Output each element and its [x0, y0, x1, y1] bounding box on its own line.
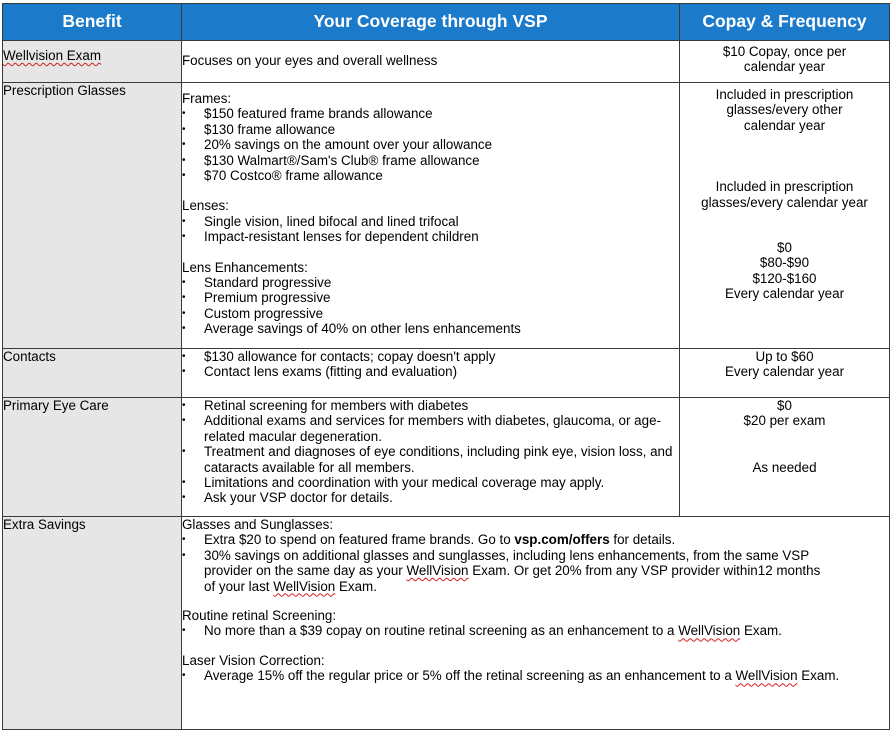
copay-text: $0 — [777, 398, 792, 413]
coverage-text: Focuses on your eyes and overall wellness — [182, 53, 438, 68]
copay-frequency: Every calendar year — [724, 364, 845, 380]
header-coverage: Your Coverage through VSP — [182, 4, 680, 41]
glasses-sunglasses-list — [182, 532, 832, 594]
benefit-name-cell — [3, 517, 182, 730]
table-row-wellvision — [3, 41, 890, 83]
copay-needed: As needed — [752, 459, 817, 475]
copay-frames: Included in prescription glasses/every other calendar year — [715, 87, 854, 133]
list-item: • Ask your VSP doctor for details. — [182, 490, 679, 505]
list-item: • Extra $20 to spend on featured frame brands. Go to vsp.com/offers for details. — [182, 532, 832, 547]
contacts-list — [182, 349, 679, 380]
list-item: • Custom progressive — [182, 306, 679, 321]
section-title: Frames: — [182, 91, 232, 106]
copay-enh-standard: $0 — [777, 240, 792, 256]
table-row-extra — [3, 517, 890, 730]
table-row-primary — [3, 398, 890, 517]
coverage-cell — [182, 398, 680, 517]
list-item: • Treatment and diagnoses of eye conditions, including pink eye, vision loss, and cataracts available for all members. — [182, 444, 679, 475]
copay-text: $10 Copay, once per calendar year — [722, 44, 847, 75]
list-item: • Impact-resistant lenses for dependent children — [182, 229, 679, 244]
list-item: • Contact lens exams (fitting and evaluation) — [182, 364, 679, 379]
coverage-cell — [182, 41, 680, 83]
copay-exam: $20 per exam — [743, 413, 826, 429]
section-title: Laser Vision Correction: — [182, 652, 325, 668]
list-item: • Standard progressive — [182, 275, 679, 290]
section-title: Glasses and Sunglasses: — [182, 517, 334, 532]
benefits-table — [2, 3, 890, 730]
copay-cell — [680, 398, 890, 517]
list-item: • 30% savings on additional glasses and sunglasses, including lens enhancements, from the same VSP provider on the same day as your WellVision Exam. Or get 20% from any VSP provider within12 months of your last WellVision Exam. — [182, 548, 832, 594]
laser-vision-section — [182, 653, 889, 684]
list-item: • $150 featured frame brands allowance — [182, 106, 679, 121]
copay-cell — [680, 83, 890, 349]
copay-cell — [680, 41, 890, 83]
copay-lenses: Included in prescription glasses/every calendar year — [701, 179, 868, 210]
list-item: • $130 Walmart®/Sam's Club® frame allowance — [182, 153, 679, 168]
frames-list — [182, 106, 679, 183]
header-benefit: Benefit — [3, 4, 182, 41]
benefit-name: Primary Eye Care — [3, 398, 109, 413]
retinal-screening-section — [182, 608, 889, 639]
header-row — [3, 4, 890, 41]
list-item: • $130 allowance for contacts; copay doesn't apply — [182, 349, 679, 364]
header-copay: Copay & Frequency — [680, 4, 890, 41]
enhancements-list — [182, 275, 679, 337]
list-item: • Premium progressive — [182, 290, 679, 305]
list-item: • $130 frame allowance — [182, 122, 679, 137]
coverage-cell — [182, 517, 890, 730]
list-item: • Average savings of 40% on other lens enhancements — [182, 321, 679, 336]
benefit-name: Extra Savings — [3, 517, 86, 532]
copay-enh-frequency: Every calendar year — [724, 286, 845, 302]
list-item: • Limitations and coordination with your medical coverage may apply. — [182, 475, 679, 490]
section-title: Lenses: — [182, 198, 229, 214]
copay-cell — [680, 349, 890, 398]
list-item: • Retinal screening for members with diabetes — [182, 398, 679, 413]
enhancements-section — [182, 260, 679, 337]
list-item: • Single vision, lined bifocal and lined trifocal — [182, 214, 679, 229]
copay-enh-premium: $80-$90 — [759, 255, 810, 271]
coverage-cell — [182, 83, 680, 349]
benefit-name-cell — [3, 349, 182, 398]
primary-list — [182, 398, 679, 506]
benefit-name: Prescription Glasses — [3, 83, 126, 98]
list-item: • 20% savings on the amount over your allowance — [182, 137, 679, 152]
section-title: Lens Enhancements: — [182, 259, 308, 275]
copay-enh-custom: $120-$160 — [752, 270, 817, 286]
benefit-name: Contacts — [3, 349, 56, 364]
lenses-list — [182, 214, 679, 245]
lenses-section — [182, 198, 679, 244]
list-item: • $70 Costco® frame allowance — [182, 168, 679, 183]
benefit-name: Wellvision Exam — [3, 48, 101, 63]
table-row-glasses — [3, 83, 890, 349]
benefit-name-cell — [3, 83, 182, 349]
frames-section — [182, 91, 679, 183]
list-item: • No more than a $39 copay on routine retinal screening as an enhancement to a WellVision Exam. — [182, 623, 889, 638]
benefit-name-cell — [3, 398, 182, 517]
table-row-contacts — [3, 349, 890, 398]
offers-link[interactable]: vsp.com/offers — [514, 532, 610, 548]
list-item: • Average 15% off the regular price or 5% off the retinal screening as an enhancement to a WellVision Exam. — [182, 668, 852, 683]
section-title: Routine retinal Screening: — [182, 608, 337, 624]
glasses-sunglasses-section — [182, 517, 889, 594]
retinal-screening-list — [182, 623, 889, 638]
benefit-name-cell — [3, 41, 182, 83]
list-item: • Additional exams and services for members with diabetes, glaucoma, or age-related macular degeneration. — [182, 413, 679, 444]
coverage-cell — [182, 349, 680, 398]
copay-text: Up to $60 — [755, 349, 814, 364]
laser-vision-list — [182, 668, 852, 683]
